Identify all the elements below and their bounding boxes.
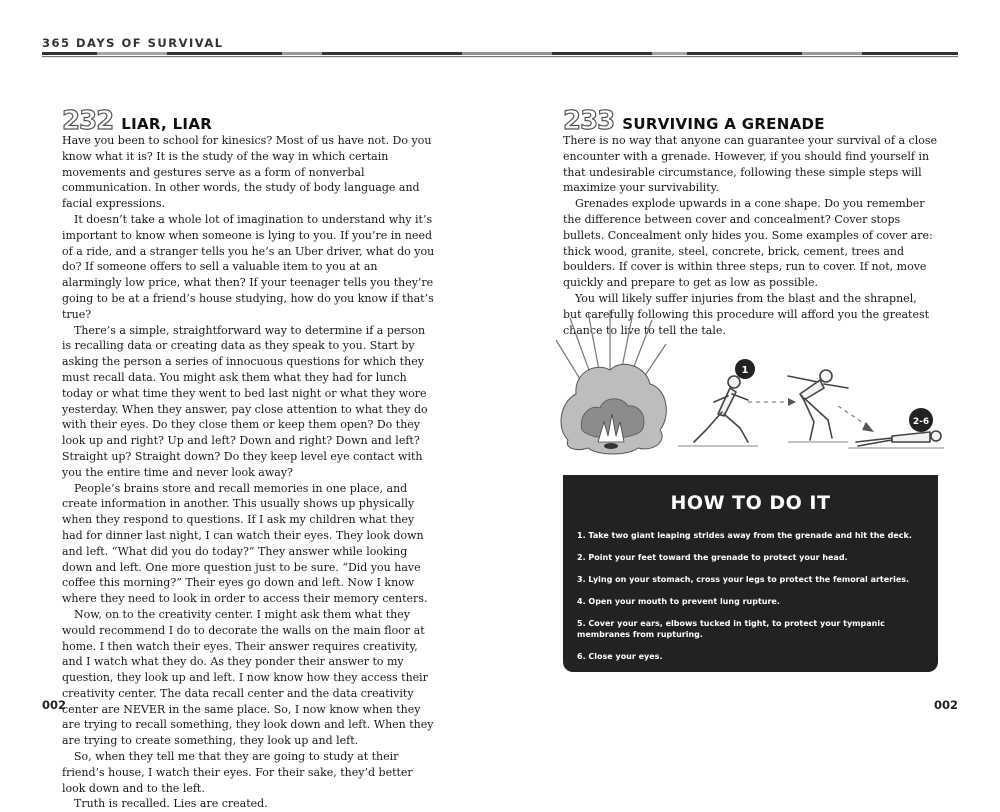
how-to-step: 3. Lying on your stomach, cross your legs to protect the femoral arteries. [577,575,910,584]
running-header: 365 DAYS OF SURVIVAL [42,36,224,50]
entry-233-paragraph: Grenades explode upwards in a cone shape. Do you remember the difference between cover and concealment? Cover stops bullets. Concealment only hides you. Some examples of cover are: thick wood, granite, steel, concrete, brick, cement, trees and boulders. If cover is within three steps, run to cover. If not, move quickly and prepare to get as low as possible. [563,197,933,290]
entry-233-title: SURVIVING A GRENADE [622,115,825,133]
header-rule [42,50,958,60]
entry-232-title: LIAR, LIAR [121,115,213,133]
running-person-figure [694,376,748,442]
entry-233-heading [563,106,825,136]
entry-233-number: 233 [563,106,615,136]
entry-232-number: 232 [62,106,114,136]
explosion-illustration [556,310,666,454]
entry-232-paragraph: There’s a simple, straightforward way to determine if a person is recalling data or creating data as they speak to you. Start by asking the person a series of innocuous questions for which they must recall data. You might ask them what they had for lunch today or what time they went to bed last night or what they wore yesterday. When they answer, pay close attention to what they do with their eyes. Do they close them or keep them open? Do they look up and right? Up and left? Down and right? Down and left? Straight up? Straight down? Do they keep level eye contact with you the entire time and never look away? [62,323,428,479]
ground-shadow [678,442,944,448]
entry-232-paragraph: People’s brains store and recall memories in one place, and create information in another. This usually shows up physically when they respond to questions. If I ask my children what they had for dinner last night, I can watch their eyes. They look down and left. “What did you do today?” They answer while looking down and left. One more question just to be sure. “Did you have coffee this morning?” Their eyes go down and left. Now I know where they need to look in order to access their memory centers. [62,481,428,606]
arrow-icon [862,422,874,432]
page-number-left: 002 [42,698,67,712]
entry-233-body [563,133,938,338]
entry-232-paragraph: Have you been to school for kinesics? Most of us have not. Do you know what it is? It is the study of the way in which certain movements and gestures serve as a form of nonverbal communication. In other words, the study of body language and facial expressions. [62,134,432,211]
entry-232-paragraph: It doesn’t take a whole lot of imagination to understand why it’s important to know when someone is lying to you. If you’re in need of a ride, and a stranger tells you he’s an Uber driver, what do you do? If someone offers to sell a valuable item to you at an alarmingly low price, what then? If your teenager tells you they’re going to be at a friend’s house studying, how do you know if that’s true? [62,212,435,321]
entry-233-paragraph: There is no way that anyone can guarantee your survival of a close encounter with a grenade. However, if you should find yourself in that undesirable circumstance, following these simple steps will maximize your survivability. [563,134,937,195]
leaping-person-figure [788,370,848,440]
how-to-steps [563,530,938,662]
how-to-step: 5. Cover your ears, elbows tucked in tight, to protect your tympanic membranes from rupturing. [577,619,885,639]
entry-233-paragraph: You will likely suffer injuries from the blast and the shrapnel, but carefully following this procedure will afford you the greatest chance to live to tell the tale. [563,291,930,337]
step-badge-1 [735,359,755,379]
entry-232-paragraph: Now, on to the creativity center. I might ask them what they would recommend I do to decorate the walls on the main floor at home. I then watch their eyes. Their answer requires creativity, and I watch what they do. As they ponder their answer to my question, they look up and left. I now know how they access their creativity center. The data recall center and the data creativity center are NEVER in the same place. So, I now know when they are trying to recall something, they look down and left. When they are trying to create something, they look up and left. [62,607,434,748]
entry-232-heading [62,106,212,136]
how-to-box [563,475,938,672]
how-to-title: HOW TO DO IT [670,492,831,514]
arrow-right-icon [788,398,796,406]
how-to-step: 2. Point your feet toward the grenade to protect your head. [577,553,848,562]
motion-dash-lines [748,402,868,426]
step-label-1: 1 [741,365,749,376]
how-to-step: 4. Open your mouth to prevent lung rupture. [577,597,780,606]
entry-232-body [62,133,435,812]
how-to-step: 6. Close your eyes. [577,652,663,661]
step-label-2-6: 2-6 [912,417,930,427]
entry-232-paragraph: So, when they tell me that they are going to study at their friend’s house, I watch their eyes. For their sake, they’d better look down and to the left. [62,750,413,795]
grenade-escape-illustration [548,310,948,465]
prone-person-figure [856,431,941,446]
step-badge-2-6 [909,408,933,432]
entry-232-paragraph: Truth is recalled. Lies are created. [74,797,268,811]
page-number-right: 002 [933,698,958,712]
how-to-step: 1. Take two giant leaping strides away from the grenade and hit the deck. [577,531,912,540]
